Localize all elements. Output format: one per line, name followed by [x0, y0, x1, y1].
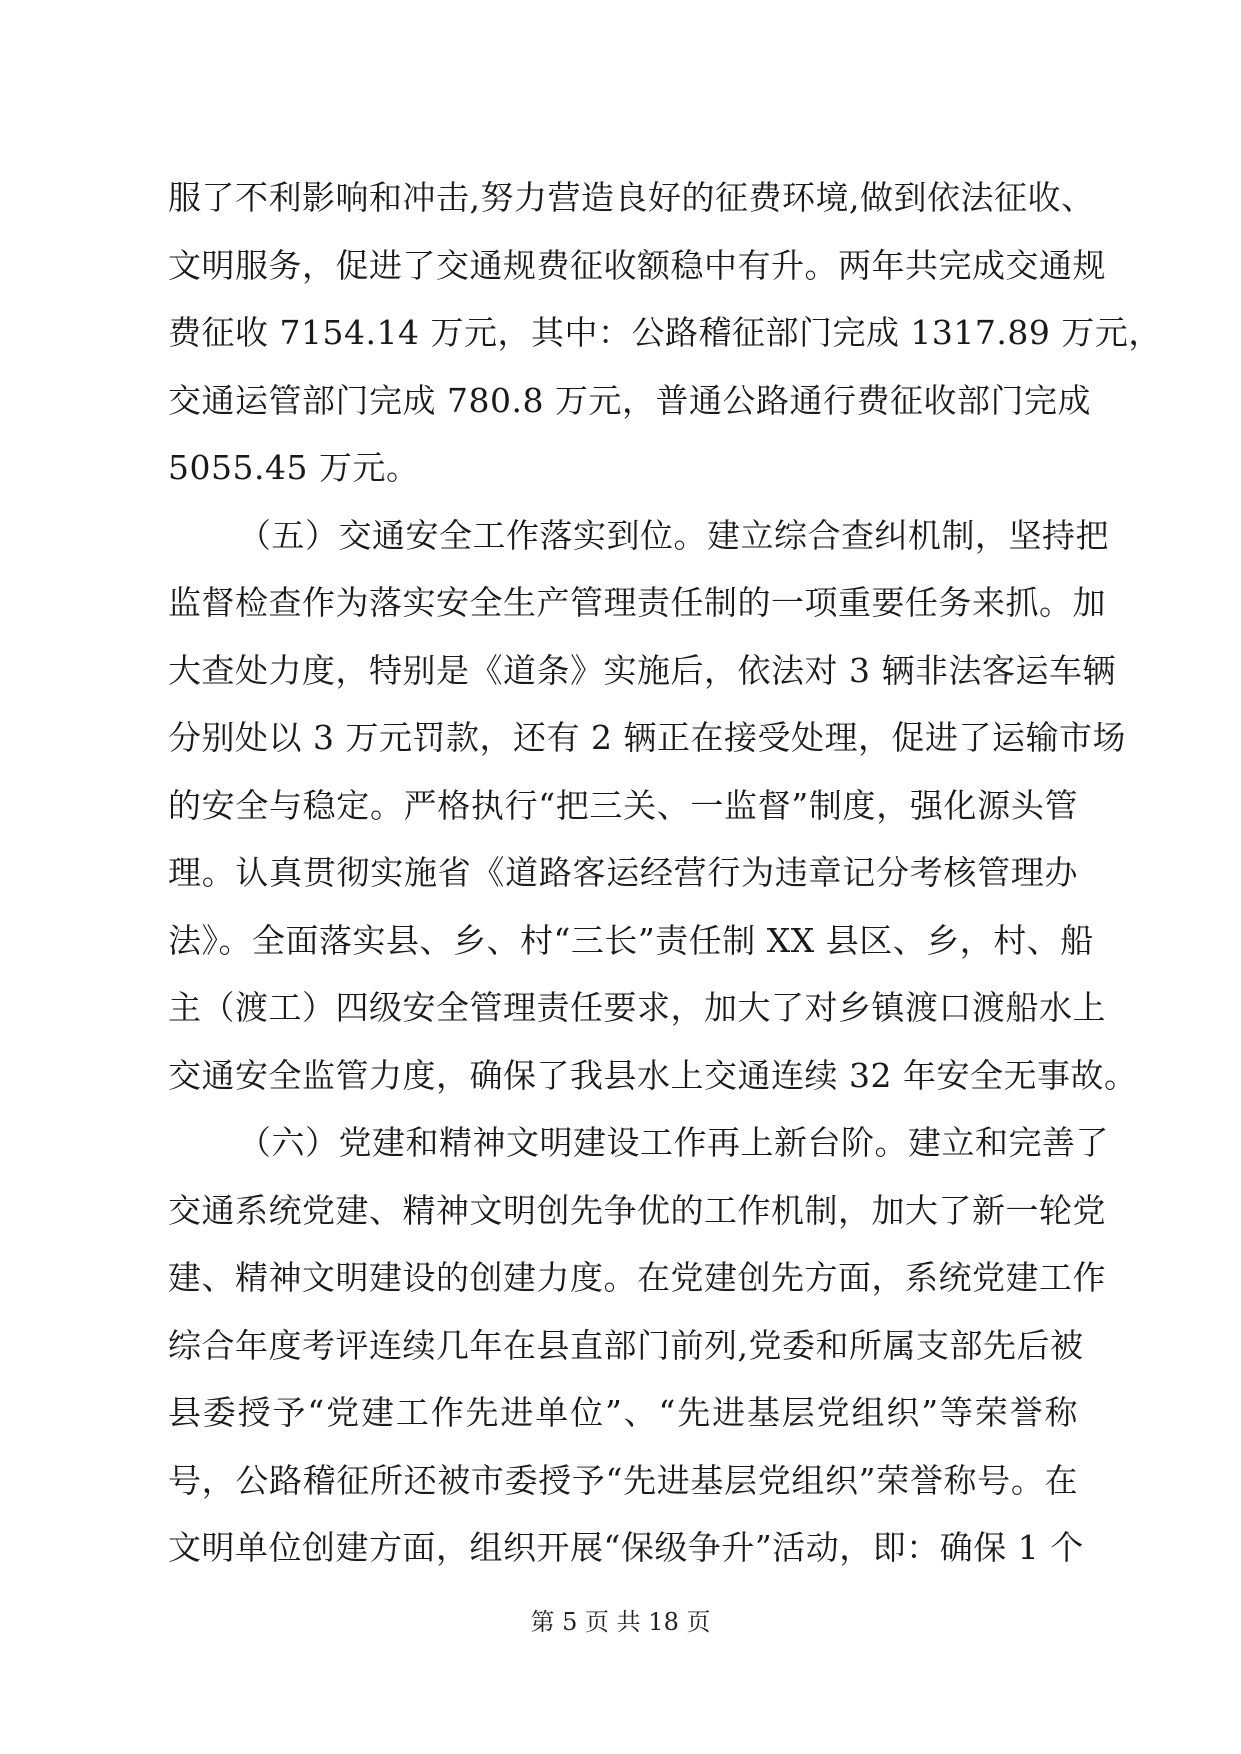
text-line: 大查处力度，特别是《道条》实施后，依法对 3 辆非法客运车辆 — [168, 650, 1116, 690]
text-line: 主（渡工）四级安全管理责任要求，加大了对乡镇渡口渡船水上 — [168, 988, 1106, 1027]
text-line: 号，公路稽征所还被市委授予“先进基层党组织”荣誉称号。在 — [168, 1460, 1078, 1500]
text-line: 监督检查作为落实安全生产管理责任制的一项重要任务来抓。加 — [168, 583, 1106, 622]
paragraph-heading-line: （六）党建和精神文明建设工作再上新台阶。建立和完善了 — [238, 1123, 1109, 1162]
text-line: 5055.45 万元。 — [168, 448, 420, 487]
text-line: 县委授予“党建工作先进单位”、“先进基层党组织”等荣誉称 — [168, 1393, 1078, 1432]
text-line: 分别处以 3 万元罚款，还有 2 辆正在接受处理，促进了运输市场 — [168, 718, 1126, 757]
text-line: 文明服务，促进了交通规费征收额稳中有升。两年共完成交通规 — [168, 245, 1106, 285]
paragraph-heading-line: （五）交通安全工作落实到位。建立综合查纠机制，坚持把 — [238, 515, 1109, 555]
text-line: 交通系统党建、精神文明创先争优的工作机制，加大了新一轮党 — [168, 1190, 1106, 1230]
page-number-footer: 第 5 页 共 18 页 — [530, 1608, 711, 1636]
text-line: 文明单位创建方面，组织开展“保级争升”活动，即：确保 1 个 — [168, 1528, 1084, 1567]
text-line: 综合年度考评连续几年在县直部门前列,党委和所属支部先后被 — [168, 1325, 1084, 1365]
text-line: 服了不利影响和冲击,努力营造良好的征费环境,做到依法征收、 — [168, 178, 1095, 217]
text-line: 费征收 7154.14 万元，其中：公路稽征部门完成 1317.89 万元， — [168, 313, 1162, 352]
text-line: 理。认真贯彻实施省《道路客运经营行为违章记分考核管理办 — [168, 853, 1078, 892]
text-line: 交通安全监管力度，确保了我县水上交通连续 32 年安全无事故。 — [168, 1055, 1138, 1095]
text-line: 法》。全面落实县、乡、村“三长”责任制 XX 县区、乡，村、船 — [168, 920, 1094, 960]
text-line: 的安全与稳定。严格执行“把三关、一监督”制度，强化源头管 — [168, 785, 1078, 825]
text-line: 建、精神文明建设的创建力度。在党建创先方面，系统党建工作 — [168, 1258, 1106, 1297]
text-line: 交通运管部门完成 780.8 万元，普通公路通行费征收部门完成 — [168, 380, 1091, 420]
